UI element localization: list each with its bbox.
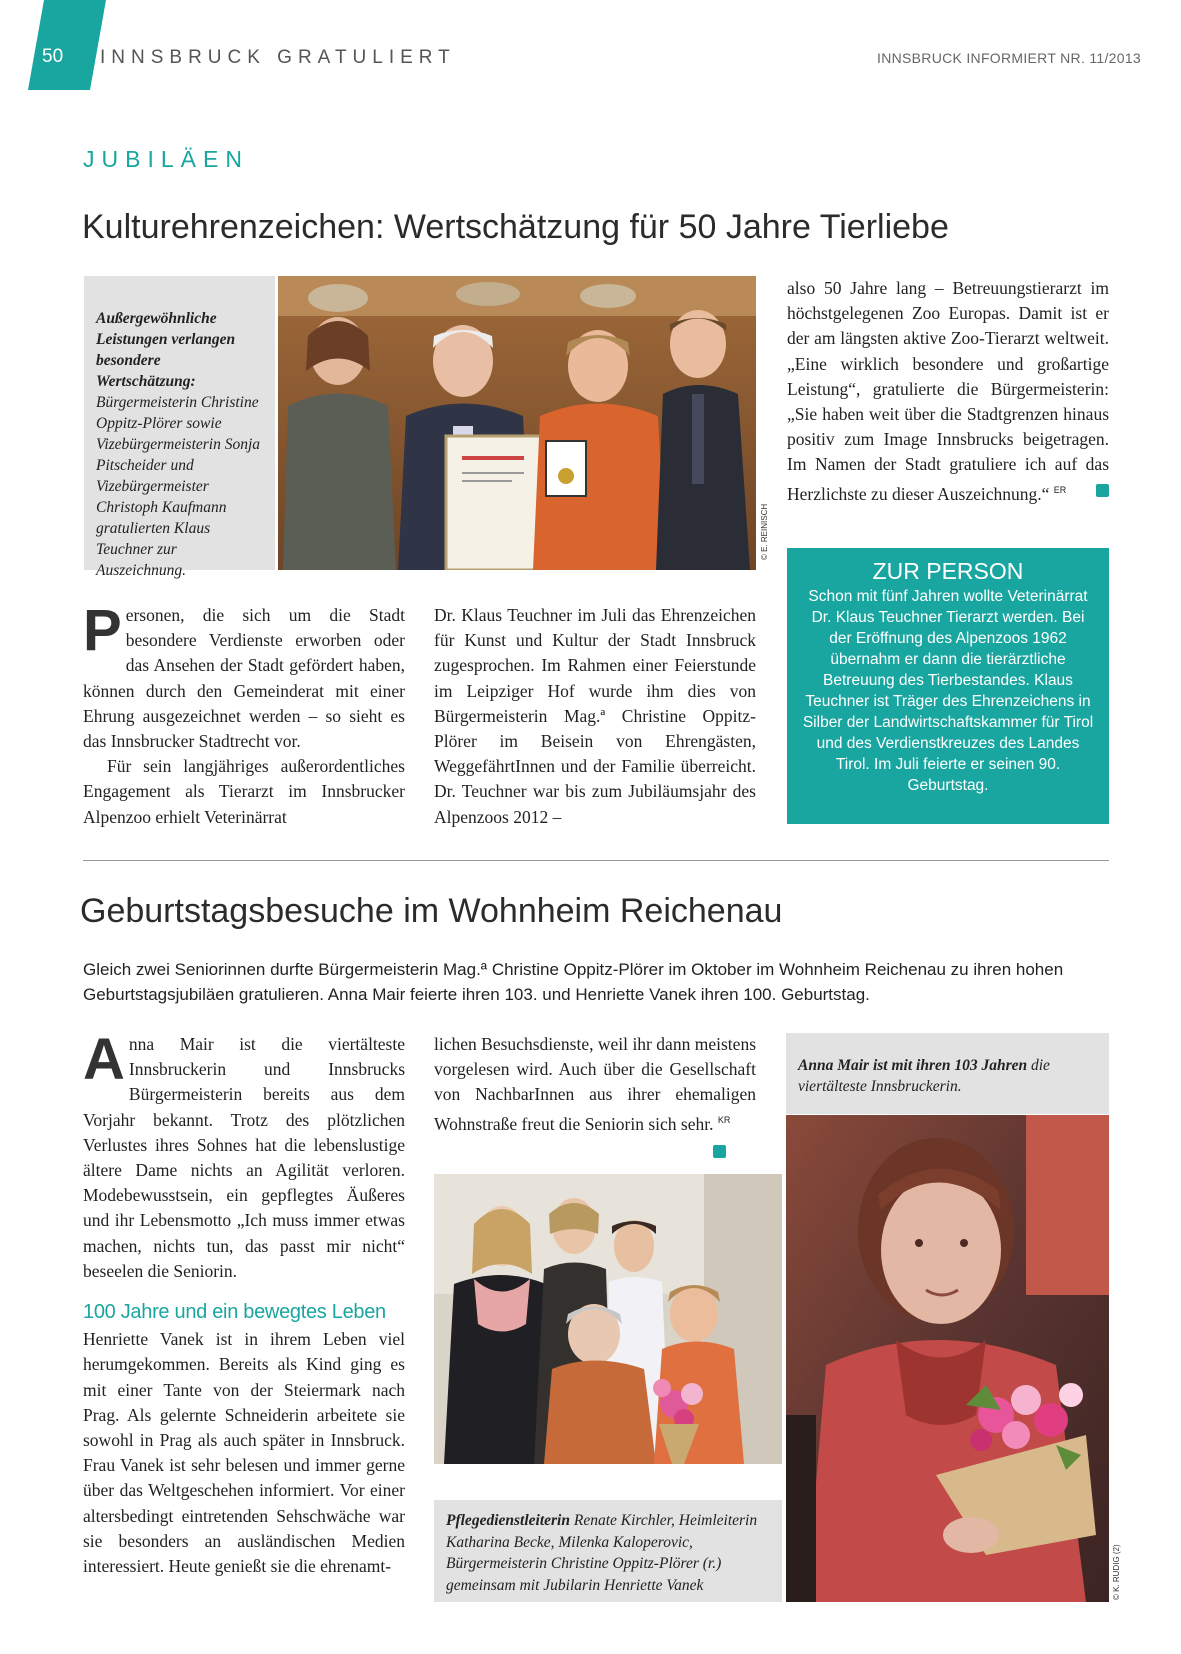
- article-paragraph: also 50 Jahre lang – Betreuungstierarzt im höchstgelegenen Zoo Europas. Damit ist er der am längsten aktive Zoo-Tierarzt weltweit. „Eine wirklich besondere und großartige Leistung“, gratulierte die Bürgermeisterin: „Sie haben weit über die Stadtgrenzen hinaus positiv zum Image Innsbrucks beigetragen. Im Namen der Stadt gratuliere ich auf das Herzlichste zu dieser Auszeichnung.“: [787, 278, 1109, 504]
- article-column-2: [434, 603, 756, 830]
- article-paragraph: lichen Besuchsdienste, weil ihr dann meistens vorgelesen wird. Auch über die Gesellschaft von NachbarInnen aus ihrer ehemaligen Wohnstraße freut die Seniorin sich sehr.: [434, 1034, 756, 1134]
- end-mark-icon: [1096, 484, 1109, 497]
- drop-cap: P: [83, 598, 122, 663]
- group-photo: [434, 1174, 782, 1464]
- page-number: 50: [42, 46, 64, 67]
- article-column-right: [787, 276, 1109, 507]
- photo-caption: [786, 1033, 1109, 1114]
- info-box: [787, 548, 1109, 824]
- article-lead: Gleich zwei Seniorinnen durfte Bürgermeisterin Mag.ª Christine Oppitz-Plörer im Oktober im Wohnheim Reichenau zu ihren hohen Geburtstagsjubiläen gratulieren. Anna Mair feierte ihren 103. und Henriette Vanek ihren 100. Geburtstag.: [83, 960, 1064, 1004]
- article-column-2: [434, 1032, 756, 1158]
- caption-lead: Anna Mair ist mit ihren 103 Jahren: [798, 1057, 1028, 1074]
- photo-credit: © E. REINISCH: [760, 503, 769, 560]
- end-mark-icon: [713, 1145, 726, 1158]
- photo-credit: © K. RUDIG (2): [1112, 1544, 1121, 1600]
- caption-text: Bürgermeisterin Christine Oppitz-Plörer sowie Vizebürgermeisterin Sonja Pitscheider und Vizebürgermeister Christoph Kaufmann gratulierten Klaus Teuchner zur Auszeichnung.: [96, 394, 261, 579]
- caption-lead: Pflegedienstleiterin: [446, 1512, 570, 1529]
- article-subheading: 100 Jahre und ein bewegtes Leben: [83, 1301, 386, 1324]
- section-title: INNSBRUCK GRATULIERT: [100, 47, 456, 68]
- page-number-tab: [28, 0, 106, 90]
- section-divider: [83, 860, 1109, 861]
- info-box-title: ZUR PERSON: [872, 558, 1024, 584]
- article-paragraph: nna Mair ist die viertälteste Innsbruckerin und Innsbrucks Bürgermeisterin bereits aus dem Vorjahr bekannt. Trotz des plötzlichen Verlustes ihres Sohnes hat die lebenslustige ältere Dame nichts an Agilität verloren. Modebewusstsein, ein gepflegtes Äußeres und ihr Lebensmotto „Ich muss immer etwas machen, nichts tun, das passt mir nicht“ beseelen die Seniorin.: [83, 1034, 405, 1281]
- caption-text: Renate Kirchler, Heimleiterin Katharina Becke, Milenka Kaloperovic, Bürgermeisterin Christine Oppitz-Plörer (r.) gemeinsam mit Jubilarin Henriette Vanek: [446, 1512, 758, 1594]
- issue-label: INNSBRUCK INFORMIERT NR. 11/2013: [877, 50, 1141, 66]
- caption-text: die viertälteste Innsbruckerin.: [798, 1057, 1050, 1095]
- article-paragraph: ersonen, die sich um die Stadt besondere Verdienste erworben oder das Ansehen der Stadt gefördert haben, können durch den Gemeinderat mit einer Ehrung ausgezeichnet werden – so sieht es das Innsbrucker Stadtrecht vor.: [83, 605, 405, 752]
- author-initials: KR: [717, 1114, 731, 1125]
- article-column-1: [83, 1027, 405, 1579]
- author-initials: ER: [1053, 484, 1067, 495]
- award-ceremony-photo: [278, 276, 756, 570]
- info-box-text: Schon mit fünf Jahren wollte Veterinärrat Dr. Klaus Teuchner Tierarzt werden. Bei der Eröffnung des Alpenzoos 1962 übernahm er dann die tierärztliche Betreuung des Tierbestandes. Klaus Teuchner ist Träger des Ehrenzeichens in Silber der Landwirtschaftskammer für Tirol und des Verdienstkreuzes des Landes Tirol. Im Juli feierte er seinen 90. Geburtstag.: [802, 588, 1094, 794]
- photo-caption: [434, 1500, 782, 1602]
- article-kicker: JUBILÄEN: [83, 146, 249, 172]
- caption-lead: Außergewöhnliche Leistungen verlangen besondere Wertschätzung:: [96, 310, 236, 390]
- drop-cap: A: [83, 1027, 125, 1092]
- article-paragraph: Für sein langjähriges außerordentliches Engagement als Tierarzt im Innsbrucker Alpenzoo erhielt Veterinärrat: [83, 756, 405, 827]
- article-paragraph: Henriette Vanek ist in ihrem Leben viel herumgekommen. Bereits als Kind ging es mit einer Tante von der Steiermark nach Prag. Als gelernte Schneiderin arbeitete sie sowohl in Prag als auch später in Innsbruck. Frau Vanek ist sehr belesen und immer gerne über das Weltgeschehen informiert. Vor einer altersbedingt eintretenden Sehschwäche war sie besonders an ausländischen Medien interessiert. Heute genießt sie die ehrenamt-: [83, 1329, 405, 1577]
- portrait-photo: [786, 1115, 1109, 1602]
- photo-caption: [84, 276, 275, 579]
- article-column-1: [83, 598, 405, 830]
- article-title: Kulturehrenzeichen: Wertschätzung für 50 Jahre Tierliebe: [82, 208, 949, 246]
- article-title: Geburtstagsbesuche im Wohnheim Reichenau: [80, 892, 783, 930]
- article-paragraph: Dr. Klaus Teuchner im Juli das Ehrenzeichen für Kunst und Kultur der Stadt Innsbruck zugesprochen. Im Rahmen einer Feierstunde im Leipziger Hof wurde ihm dies von Bürgermeisterin Mag.ª Christine Oppitz-Plörer im Beisein von Ehrengästen, WeggefährtInnen und der Familie überreicht. Dr. Teuchner war bis zum Jubiläumsjahr des Alpenzoos 2012 –: [434, 605, 756, 827]
